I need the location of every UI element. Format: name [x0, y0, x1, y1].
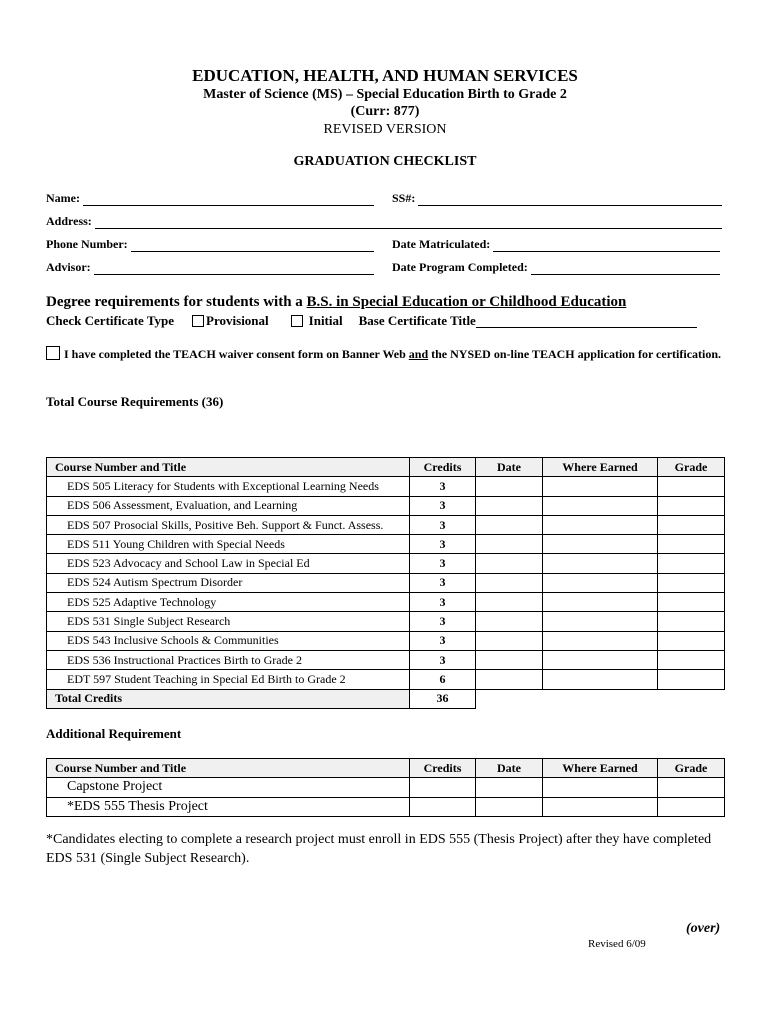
course-table [46, 457, 725, 709]
total-credits-value: 36 [410, 689, 476, 708]
table-row [47, 554, 725, 573]
date-completed-label: Date Program Completed: [392, 260, 528, 274]
provisional-label: Provisional [206, 313, 269, 328]
ss-label: SS#: [392, 191, 416, 205]
course-credits: 3 [410, 515, 476, 534]
course-grade-cell[interactable] [658, 631, 725, 650]
course-grade-cell[interactable] [658, 496, 725, 515]
table-row [47, 778, 725, 797]
course-title: EDS 507 Prosocial Skills, Positive Beh. Support & Funct. Assess. [47, 515, 410, 534]
course-credits: 3 [410, 650, 476, 669]
additional-table-header [47, 759, 725, 778]
course-where-cell[interactable] [543, 631, 658, 650]
additional-credits-cell[interactable] [410, 797, 476, 816]
course-date-cell[interactable] [476, 573, 543, 592]
col-date: Date [476, 458, 543, 477]
degree-lead: Degree requirements for students with a [46, 294, 307, 310]
advisor-line[interactable] [94, 263, 374, 275]
course-grade-cell[interactable] [658, 670, 725, 689]
course-credits: 3 [410, 593, 476, 612]
curriculum-code: (Curr: 877) [350, 104, 420, 119]
course-credits: 3 [410, 631, 476, 650]
course-date-cell[interactable] [476, 612, 543, 631]
course-title: EDS 524 Autism Spectrum Disorder [47, 573, 410, 592]
version-label: REVISED VERSION [323, 122, 447, 137]
course-date-cell[interactable] [476, 631, 543, 650]
date-matriculated-label: Date Matriculated: [392, 237, 491, 251]
additional-grade-cell[interactable] [658, 797, 725, 816]
table-row [47, 670, 725, 689]
course-where-cell[interactable] [543, 496, 658, 515]
additional-table [46, 758, 725, 817]
course-where-cell[interactable] [543, 573, 658, 592]
date-matriculated-line[interactable] [493, 240, 720, 252]
base-cert-line[interactable] [476, 315, 697, 328]
course-title: EDS 525 Adaptive Technology [47, 593, 410, 612]
course-where-cell[interactable] [543, 515, 658, 534]
addl-col-course: Course Number and Title [47, 759, 410, 778]
additional-title: Capstone Project [47, 778, 410, 797]
additional-credits-cell[interactable] [410, 778, 476, 797]
course-date-cell[interactable] [476, 554, 543, 573]
table-row [47, 797, 725, 816]
certificate-type-row [46, 313, 697, 329]
course-date-cell[interactable] [476, 535, 543, 554]
over-label: (over) [686, 921, 721, 936]
additional-where-cell[interactable] [543, 778, 658, 797]
provisional-checkbox[interactable] [192, 315, 204, 327]
course-credits: 6 [410, 670, 476, 689]
table-row [47, 515, 725, 534]
course-where-cell[interactable] [543, 593, 658, 612]
cert-type-label: Check Certificate Type [46, 313, 175, 328]
degree-requirements-heading [46, 294, 626, 311]
base-cert-label: Base Certificate Title [358, 313, 476, 328]
advisor-label: Advisor: [46, 260, 91, 274]
course-date-cell[interactable] [476, 650, 543, 669]
course-date-cell[interactable] [476, 477, 543, 496]
address-label: Address: [46, 214, 92, 228]
course-credits: 3 [410, 554, 476, 573]
name-label: Name: [46, 191, 80, 205]
date-completed-line[interactable] [531, 263, 720, 275]
course-grade-cell[interactable] [658, 573, 725, 592]
course-grade-cell[interactable] [658, 612, 725, 631]
table-row [47, 650, 725, 669]
course-title: EDS 511 Young Children with Special Needs [47, 535, 410, 554]
course-credits: 3 [410, 573, 476, 592]
table-row [47, 496, 725, 515]
course-grade-cell[interactable] [658, 650, 725, 669]
course-credits: 3 [410, 535, 476, 554]
course-where-cell[interactable] [543, 612, 658, 631]
course-title: EDS 543 Inclusive Schools & Communities [47, 631, 410, 650]
name-line[interactable] [83, 194, 374, 206]
revised-date: Revised 6/09 [588, 938, 646, 950]
course-title: EDS 523 Advocacy and School Law in Special Ed [47, 554, 410, 573]
table-row [47, 535, 725, 554]
course-grade-cell[interactable] [658, 515, 725, 534]
teach-part1: I have completed the TEACH waiver consent form on Banner Web [64, 347, 409, 361]
teach-and: and [408, 347, 429, 361]
addl-col-credits: Credits [410, 759, 476, 778]
course-grade-cell[interactable] [658, 593, 725, 612]
course-credits: 3 [410, 496, 476, 515]
name-field[interactable] [46, 191, 374, 206]
total-credits-spacer [476, 689, 725, 708]
additional-requirement-heading: Additional Requirement [46, 726, 182, 741]
date-matriculated-field[interactable] [392, 237, 720, 252]
col-where: Where Earned [543, 458, 658, 477]
addl-col-date: Date [476, 759, 543, 778]
degree-emphasis: B.S. in Special Education or Childhood Education [306, 294, 627, 310]
teach-part2: the NYSED on-line TEACH application for certification. [428, 347, 722, 361]
additional-date-cell[interactable] [476, 797, 543, 816]
course-date-cell[interactable] [476, 496, 543, 515]
col-grade: Grade [658, 458, 725, 477]
teach-checkbox[interactable] [46, 346, 60, 360]
phone-field[interactable] [46, 237, 374, 252]
table-row [47, 477, 725, 496]
course-date-cell[interactable] [476, 515, 543, 534]
table-row [47, 593, 725, 612]
additional-title: *EDS 555 Thesis Project [47, 797, 410, 816]
research-note: *Candidates electing to complete a research project must enroll in EDS 555 (Thesis Project) after they have completed EDS 531 (Single Subject Research). [46, 832, 712, 866]
course-date-cell[interactable] [476, 593, 543, 612]
checklist-title: GRADUATION CHECKLIST [293, 154, 477, 169]
course-where-cell[interactable] [543, 477, 658, 496]
addl-col-grade: Grade [658, 759, 725, 778]
course-title: EDS 531 Single Subject Research [47, 612, 410, 631]
page-title: EDUCATION, HEALTH, AND HUMAN SERVICES [192, 66, 578, 85]
ss-field[interactable] [392, 191, 722, 206]
course-grade-cell[interactable] [658, 535, 725, 554]
col-course: Course Number and Title [47, 458, 410, 477]
total-credits-row [47, 689, 725, 708]
total-credits-label: Total Credits [47, 689, 410, 708]
address-line[interactable] [95, 217, 722, 229]
course-where-cell[interactable] [543, 535, 658, 554]
course-where-cell[interactable] [543, 554, 658, 573]
course-credits: 3 [410, 612, 476, 631]
course-title: EDS 536 Instructional Practices Birth to Grade 2 [47, 650, 410, 669]
address-field[interactable] [46, 214, 722, 229]
course-grade-cell[interactable] [658, 554, 725, 573]
phone-label: Phone Number: [46, 237, 128, 251]
ss-line[interactable] [418, 194, 722, 206]
total-requirements: Total Course Requirements (36) [46, 394, 224, 409]
course-credits: 3 [410, 477, 476, 496]
course-title: EDT 597 Student Teaching in Special Ed Birth to Grade 2 [47, 670, 410, 689]
additional-where-cell[interactable] [543, 797, 658, 816]
table-row [47, 631, 725, 650]
teach-statement [46, 346, 726, 362]
phone-line[interactable] [131, 240, 374, 252]
course-grade-cell[interactable] [658, 477, 725, 496]
initial-checkbox[interactable] [291, 315, 303, 327]
date-completed-field[interactable] [392, 260, 720, 275]
course-title: EDS 505 Literacy for Students with Exceptional Learning Needs [47, 477, 410, 496]
additional-date-cell[interactable] [476, 778, 543, 797]
col-credits: Credits [410, 458, 476, 477]
course-where-cell[interactable] [543, 670, 658, 689]
addl-col-where: Where Earned [543, 759, 658, 778]
advisor-field[interactable] [46, 260, 374, 275]
table-row [47, 612, 725, 631]
course-where-cell[interactable] [543, 650, 658, 669]
course-date-cell[interactable] [476, 670, 543, 689]
additional-grade-cell[interactable] [658, 778, 725, 797]
program-name: Master of Science (MS) – Special Education Birth to Grade 2 [203, 87, 567, 102]
course-table-header [47, 458, 725, 477]
table-row [47, 573, 725, 592]
course-title: EDS 506 Assessment, Evaluation, and Learning [47, 496, 410, 515]
initial-label: Initial [308, 313, 343, 328]
